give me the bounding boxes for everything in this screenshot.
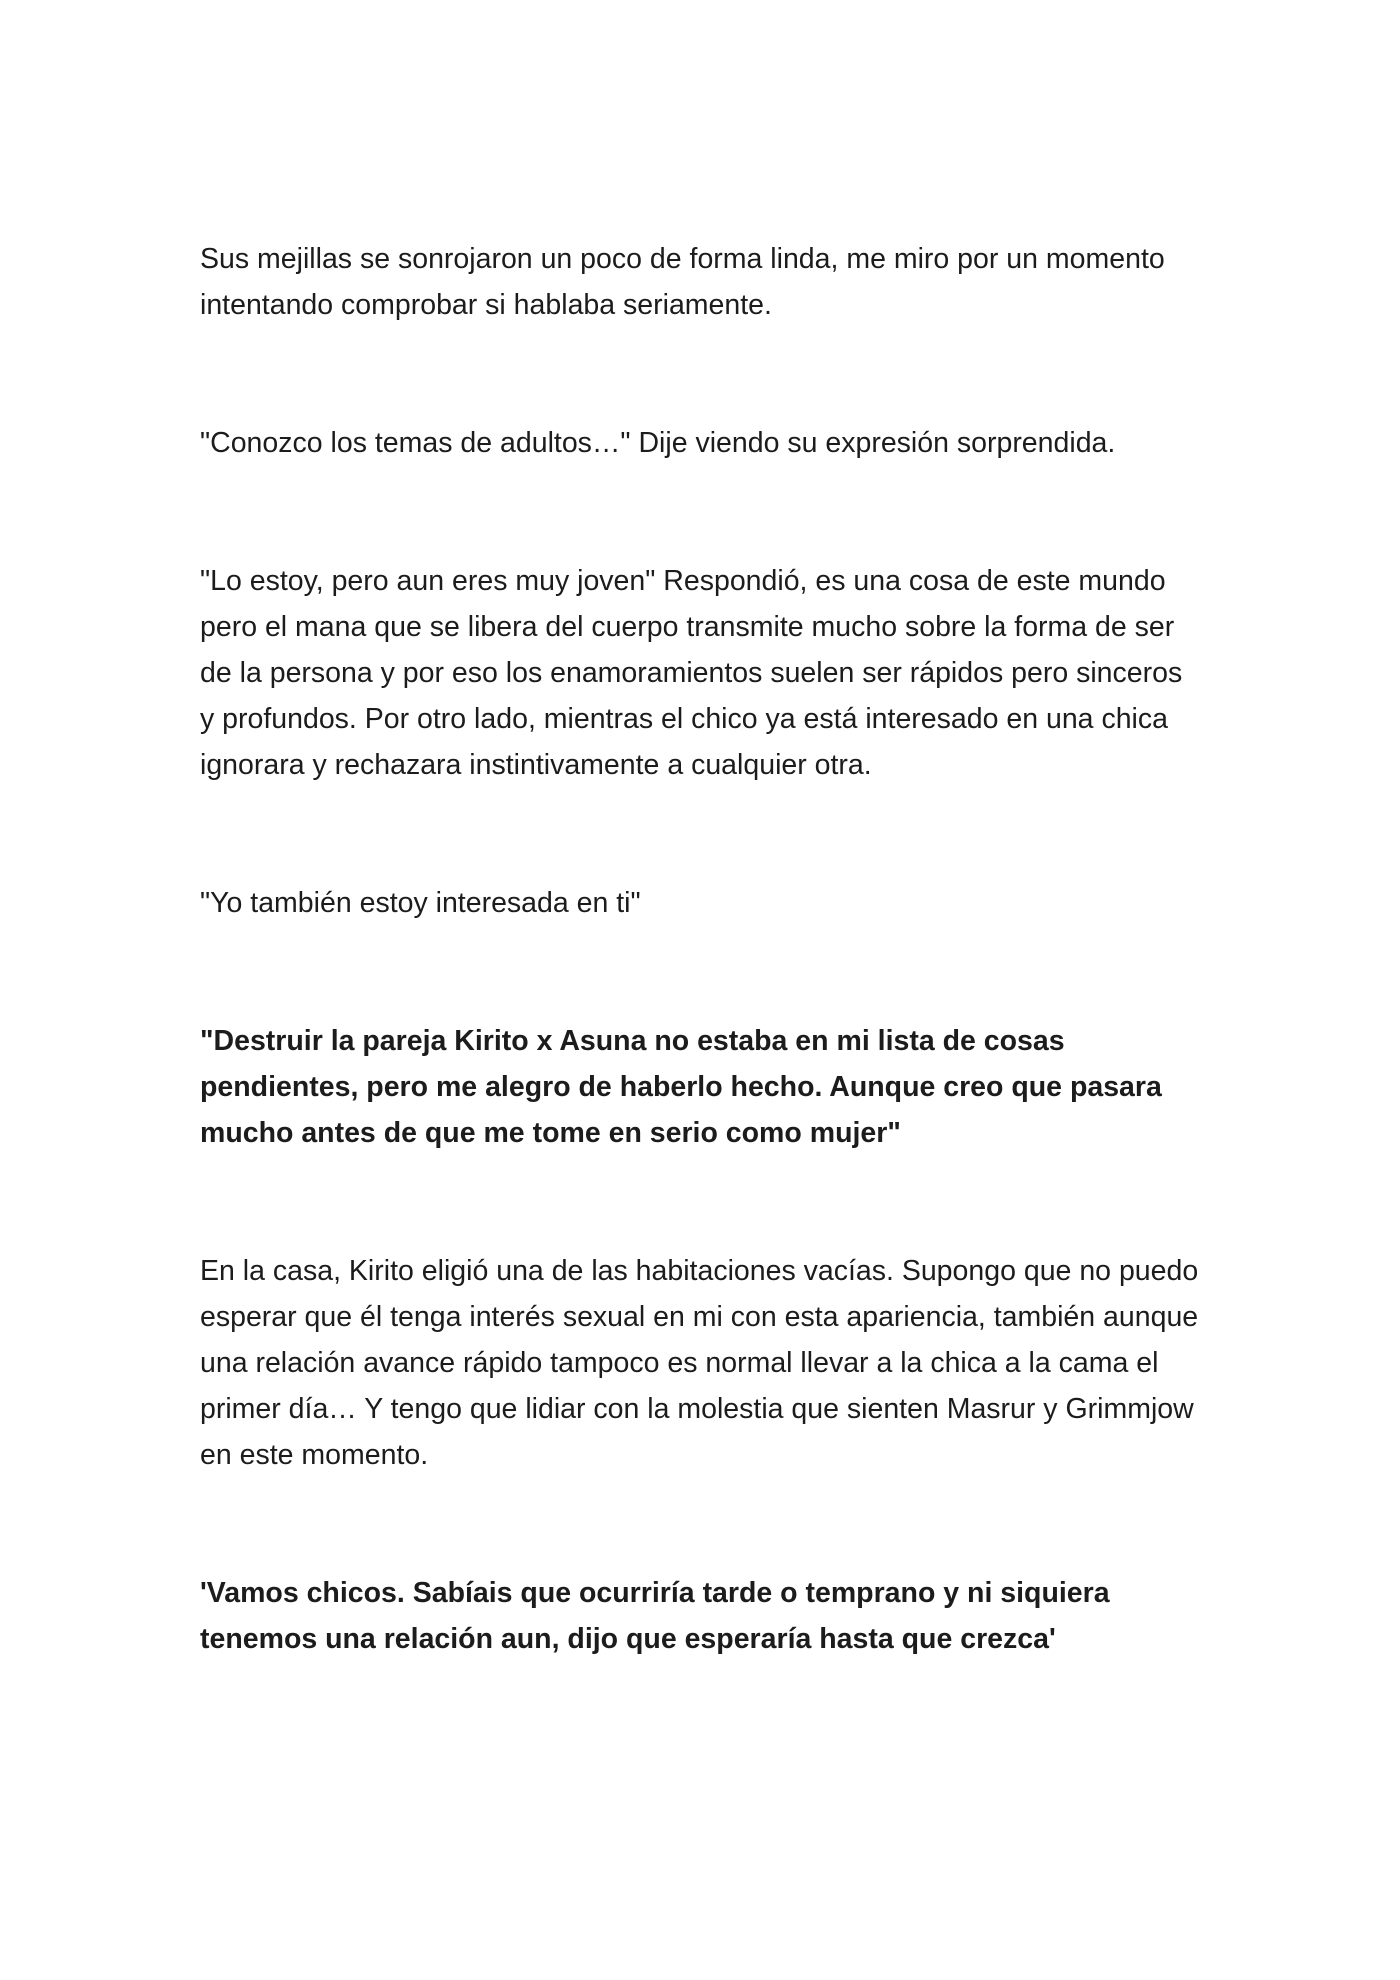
paragraph: En la casa, Kirito eligió una de las habitaciones vacías. Supongo que no puedo esperar que él tenga interés sexual en mi con esta apariencia, también aunque una relación avance rápido tampoco es normal llevar a la chica a la cama el primer día… Y tengo que lidiar con la molestia que sienten Masrur y Grimmjow en este momento. xyxy=(200,1255,1199,1471)
document-body xyxy=(200,236,1200,1754)
paragraph: Sus mejillas se sonrojaron un poco de forma linda, me miro por un momento intentando comprobar si hablaba seriamente. xyxy=(200,243,1165,321)
bold-paragraph: 'Vamos chicos. Sabíais que ocurriría tarde o temprano y ni siquiera tenemos una relación aun, dijo que esperaría hasta que crezca' xyxy=(200,1577,1110,1655)
paragraph: "Lo estoy, pero aun eres muy joven" Respondió, es una cosa de este mundo pero el mana que se libera del cuerpo transmite mucho sobre la forma de ser de la persona y por eso los enamoramientos suelen ser rápidos pero sinceros y profundos. Por otro lado, mientras el chico ya está interesado en una chica ignorara y rechazara instintivamente a cualquier otra. xyxy=(200,565,1183,781)
bold-paragraph: "Destruir la pareja Kirito x Asuna no estaba en mi lista de cosas pendientes, pero me alegro de haberlo hecho. Aunque creo que pasara mucho antes de que me tome en serio como mujer" xyxy=(200,1025,1162,1149)
paragraph: "Conozco los temas de adultos…" Dije viendo su expresión sorprendida. xyxy=(200,427,1116,459)
paragraph: "Yo también estoy interesada en ti" xyxy=(200,887,641,919)
